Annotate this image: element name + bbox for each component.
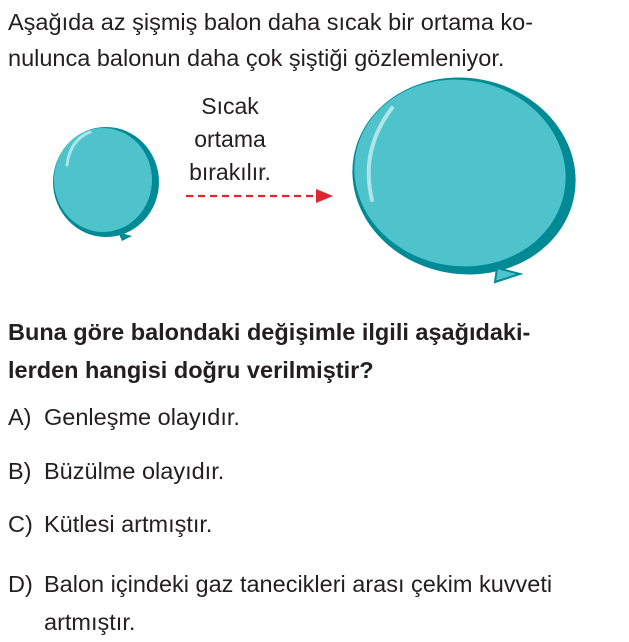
question-line-2: lerden hangisi doğru verilmiştir? xyxy=(8,357,374,383)
arrow-label-line-1: Sıcak xyxy=(201,93,259,119)
option-b-text: Büzülme olayıdır. xyxy=(44,458,225,484)
option-d-text-cont: artmıştır. xyxy=(44,609,136,635)
option-c-key: C) xyxy=(8,511,33,537)
question-line-1: Buna göre balondaki değişimle ilgili aşağıdaki- xyxy=(8,319,531,345)
small-balloon xyxy=(53,127,159,241)
option-a-key: A) xyxy=(8,404,32,430)
option-d-key: D) xyxy=(8,571,33,597)
large-balloon xyxy=(337,60,592,292)
option-a-text: Genleşme olayıdır. xyxy=(44,404,240,430)
option-c-text: Kütlesi artmıştır. xyxy=(44,511,213,537)
option-b-key: B) xyxy=(8,458,32,484)
intro-line-2: nulunca balonun daha çok şiştiği gözlemleniyor. xyxy=(8,45,505,71)
option-b[interactable] xyxy=(8,458,224,485)
option-d[interactable] xyxy=(8,565,552,641)
question-text xyxy=(8,313,623,389)
balloon-illustration xyxy=(0,0,629,300)
option-a[interactable] xyxy=(8,404,240,431)
arrow-label-line-3: bırakılır. xyxy=(189,159,271,185)
arrow-label xyxy=(170,90,290,189)
arrow-label-line-2: ortama xyxy=(194,126,266,152)
option-c[interactable] xyxy=(8,511,212,538)
intro-line-1: Aşağıda az şişmiş balon daha sıcak bir ortama ko- xyxy=(8,9,534,35)
dashed-arrow xyxy=(186,189,333,203)
option-d-text: Balon içindeki gaz tanecikleri arası çekim kuvveti xyxy=(44,571,553,597)
